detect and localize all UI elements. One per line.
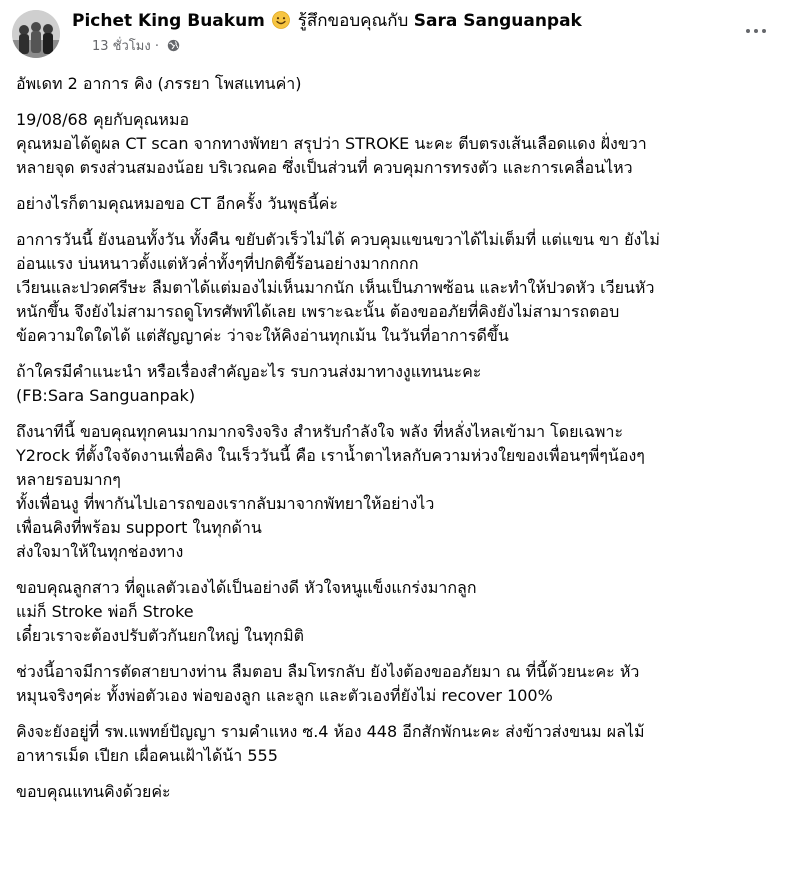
post-text-line: ส่งใจมาให้ในทุกช่องทาง xyxy=(16,542,184,561)
post-text-line: อ่อนแรง บ่นหนาวตั้งแต่หัวค่ำทั้งๆที่ปกติขี้ร้อนอย่างมากกกก xyxy=(16,254,419,273)
more-dot xyxy=(746,29,750,33)
post-paragraph xyxy=(16,660,786,708)
post-text-line: อาการวันนี้ ยังนอนทั้งวัน ทั้งคืน ขยับตัวเร็วไม่ได้ ควบคุมแขนขวาได้ไม่เต็มที่ แต่แขน ขา ยังไม่ xyxy=(16,230,660,249)
post-paragraph xyxy=(16,420,786,564)
post-text-line: (FB:Sara Sanguanpak) xyxy=(16,386,196,405)
post-text-line: อาหารเม็ด เปียก เผื่อคนเฝ้าได้น้า 555 xyxy=(16,746,278,765)
more-dot xyxy=(762,29,766,33)
post-text-line: ขอบคุณแทนคิงด้วยค่ะ xyxy=(16,782,171,801)
tagged-name[interactable]: Sara Sanguanpak xyxy=(413,11,582,31)
post-text-line: ขอบคุณลูกสาว ที่ดูแลตัวเองได้เป็นอย่างดี หัวใจหนูแข็งแกร่งมากลูก xyxy=(16,578,477,597)
post-text-line: หนักขึ้น จึงยังไม่สามารถดูโทรศัพท์ได้เลย เพราะฉะนั้น ต้องขออภัยที่คิงยังไม่สามารถตอบ xyxy=(16,302,620,321)
more-dot xyxy=(754,29,758,33)
post-time[interactable]: 13 ชั่วโมง xyxy=(92,39,151,54)
meta-separator: · xyxy=(154,39,159,54)
avatar[interactable] xyxy=(12,10,60,58)
post-text-line: ถ้าใครมีคำแนะนำ หรือเรื่องสำคัญอะไร รบกวนส่งมาทางงูแทนนะคะ xyxy=(16,362,482,381)
post-text-line: ข้อความใดใดได้ แต่สัญญาค่ะ ว่าจะให้คิงอ่านทุกเม้น ในวันที่อาการดีขึ้น xyxy=(16,326,509,345)
post-text-line: คิงจะยังอยู่ที่ รพ.แพทย์ปัญญา รามคำแหง ซ.4 ห้อง 448 อีกสักพักนะคะ ส่งข้าวส่งขนม ผลไม้ xyxy=(16,722,645,741)
author-line xyxy=(72,10,582,32)
post-meta xyxy=(92,38,180,56)
post-text-line: เพื่อนคิงที่พร้อม support ในทุกด้าน xyxy=(16,518,262,537)
post-text-line: เวียนและปวดศรีษะ ลืมตาได้แต่มองไม่เห็นมากนัก เห็นเป็นภาพซ้อน และทำให้ปวดหัว เวียนหัว xyxy=(16,278,655,297)
post-header xyxy=(12,8,788,60)
post-text-line: แม่ก็ Stroke พ่อก็ Stroke xyxy=(16,602,194,621)
post-paragraph xyxy=(16,72,786,96)
author-name[interactable]: Pichet King Buakum xyxy=(72,11,265,31)
more-options-icon[interactable] xyxy=(742,22,770,40)
post-text-line: ทั้งเพื่อนงู ที่พากันไปเอารถของเรากลับมาจากพัทยาให้อย่างไว xyxy=(16,494,435,513)
post-text-line: อัพเดท 2 อาการ คิง (ภรรยา โพสแทนค่า) xyxy=(16,74,302,93)
post-text-line: หมุนจริงๆค่ะ ทั้งพ่อตัวเอง พ่อของลูก และลูก และตัวเองที่ยังไม่ recover 100% xyxy=(16,686,553,705)
post-text-line: เดี๋ยวเราจะต้องปรับตัวกันยกใหญ่ ในทุกมิติ xyxy=(16,626,305,645)
post-text-line: อย่างไรก็ตามคุณหมอขอ CT อีกครั้ง วันพุธนี้ค่ะ xyxy=(16,194,338,213)
post-text-line: ช่วงนี้อาจมีการตัดสายบางท่าน ลืมตอบ ลืมโทรกลับ ยังไงต้องขออภัยมา ณ ที่นี้ด้วยนะคะ หัว xyxy=(16,662,640,681)
post-paragraph xyxy=(16,228,786,348)
post-text-line: Y2rock ที่ตั้งใจจัดงานเพื่อคิง ในเร็ววันนี้ คือ เราน้ำตาไหลกับความห่วงใยของเพื่อนๆพี่ๆน้องๆ xyxy=(16,446,645,465)
feeling-text: รู้สึกขอบคุณกับ xyxy=(297,11,409,31)
post-text-line: 19/08/68 คุยกับคุณหมอ xyxy=(16,110,190,129)
post-paragraph xyxy=(16,576,786,648)
post-text-line: ถึงนาทีนี้ ขอบคุณทุกคนมากมากจริงจริง สำหรับกำลังใจ พลัง ที่หลั่งไหลเข้ามา โดยเฉพาะ xyxy=(16,422,624,441)
post-body xyxy=(16,72,786,816)
globe-icon[interactable] xyxy=(167,39,180,52)
smiling-face-icon xyxy=(272,11,290,29)
post-text-line: หลายจุด ตรงส่วนสมองน้อย บริเวณคอ ซึ่งเป็นส่วนที่ ควบคุมการทรงตัว และการเคลื่อนไหว xyxy=(16,158,633,177)
post-paragraph xyxy=(16,720,786,768)
post-text-line: คุณหมอได้ดูผล CT scan จากทางพัทยา สรุปว่า STROKE นะคะ ตีบตรงเส้นเลือดแดง ฝั่งขวา xyxy=(16,134,647,153)
post-paragraph xyxy=(16,108,786,180)
post-text-line: หลายรอบมากๆ xyxy=(16,470,121,489)
post-paragraph xyxy=(16,780,786,804)
post-paragraph xyxy=(16,360,786,408)
post-paragraph xyxy=(16,192,786,216)
